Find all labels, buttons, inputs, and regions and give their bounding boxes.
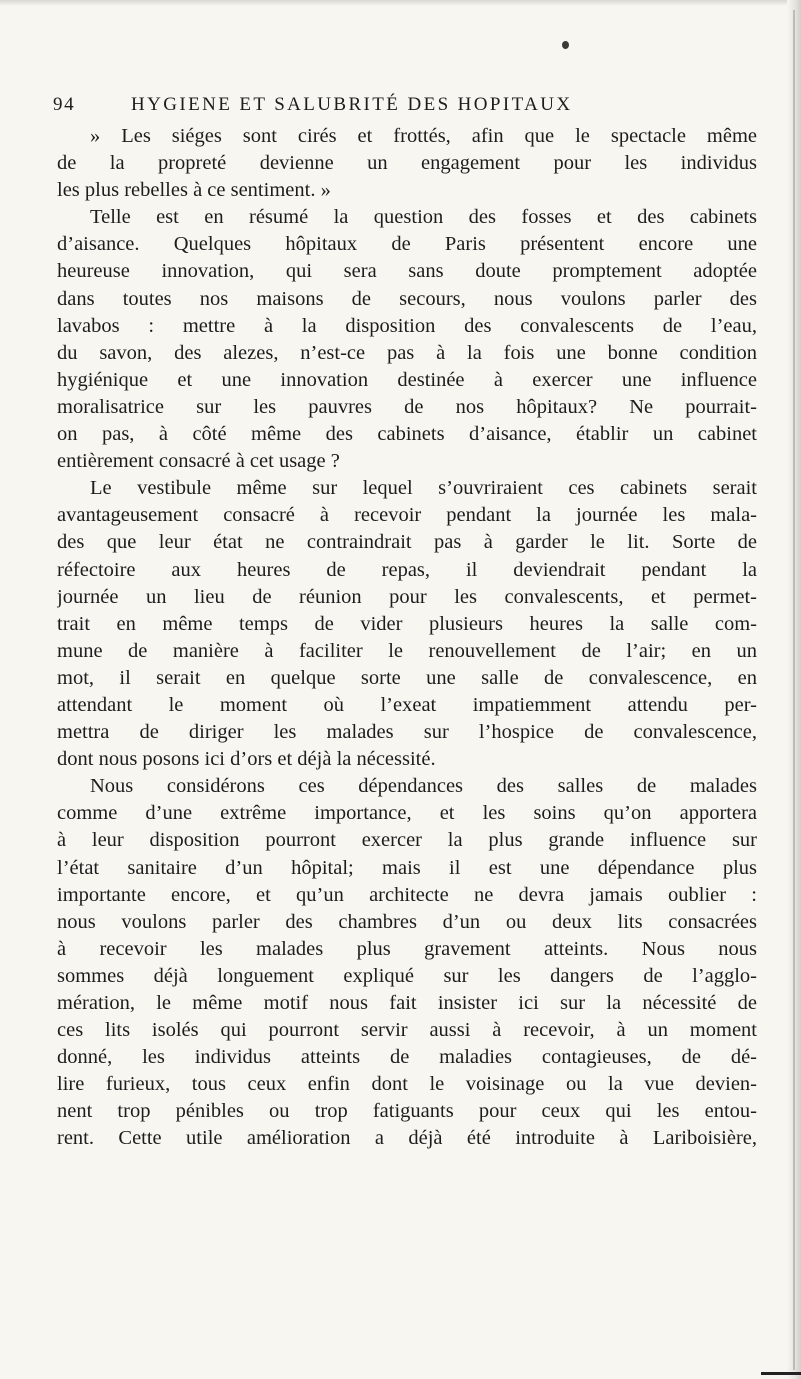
- text-line: dont nous posons ici d’ors et déjà la nécessité.: [57, 748, 436, 771]
- text-line: nous voulons parler des chambres d’un ou deux lits consacrées: [57, 910, 757, 933]
- text-line: heureuse innovation, qui sera sans doute promptement adoptée: [57, 260, 757, 283]
- text-line: du savon, des alezes, n’est-ce pas à la fois une bonne condition: [57, 341, 757, 364]
- page-top-edge: [0, 0, 801, 6]
- text-line: dans toutes nos maisons de secours, nous voulons parler des: [57, 287, 757, 310]
- text-line: mération, le même motif nous fait insister ici sur la nécessité de: [57, 992, 757, 1014]
- text-line: Le vestibule même sur lequel s’ouvriraient ces cabinets serait: [90, 477, 757, 500]
- text-line: avantageusement consacré à recevoir pendant la journée les mala-: [57, 504, 757, 527]
- page-number: 94: [53, 94, 76, 115]
- text-line: nent trop pénibles ou trop fatiguants pour ceux qui les entou-: [57, 1100, 757, 1123]
- ink-spot: [562, 41, 569, 49]
- text-line: entièrement consacré à cet usage ?: [57, 450, 340, 473]
- text-line: l’état sanitaire d’un hôpital; mais il est une dépendance plus: [57, 856, 757, 879]
- body-text: [57, 123, 757, 1153]
- text-line: rent. Cette utile amélioration a déjà été introduite à Lariboisière,: [57, 1127, 757, 1150]
- text-line: lavabos : mettre à la disposition des convalescents de l’eau,: [57, 314, 757, 337]
- text-line: sommes déjà longuement expliqué sur les dangers de l’agglo-: [57, 964, 757, 987]
- text-line: ces lits isolés qui pourront servir aussi à recevoir, à un moment: [57, 1019, 757, 1042]
- running-title: HYGIENE ET SALUBRITÉ DES HOPITAUX: [131, 94, 573, 115]
- text-line: de la propreté devienne un engagement pour les individus: [57, 152, 757, 175]
- text-line: Telle est en résumé la question des fosses et des cabinets: [90, 206, 757, 229]
- text-line: comme d’une extrême importance, et les soins qu’on apportera: [57, 802, 757, 825]
- text-line: à recevoir les malades plus gravement atteints. Nous nous: [57, 937, 757, 960]
- text-line: mettra de diriger les malades sur l’hospice de convalescence,: [57, 721, 757, 744]
- text-line: journée un lieu de réunion pour les convalescents, et permet-: [57, 585, 757, 608]
- text-line: des que leur état ne contraindrait pas à garder le lit. Sorte de: [57, 531, 757, 554]
- text-line: réfectoire aux heures de repas, il deviendrait pendant la: [57, 558, 757, 581]
- text-line: moralisatrice sur les pauvres de nos hôpitaux? Ne pourrait-: [57, 395, 757, 418]
- text-line: mot, il serait en quelque sorte une salle de convalescence, en: [57, 666, 757, 689]
- text-line: Nous considérons ces dépendances des salles de malades: [90, 775, 757, 798]
- text-line: mune de manière à faciliter le renouvellement de l’air; en un: [57, 639, 757, 662]
- text-line: à leur disposition pourront exercer la plus grande influence sur: [57, 829, 757, 852]
- text-line: importante encore, et qu’un architecte ne devra jamais oublier :: [57, 883, 757, 906]
- text-line: » Les siéges sont cirés et frottés, afin que le spectacle même: [90, 125, 757, 147]
- text-line: d’aisance. Quelques hôpitaux de Paris présentent encore une: [57, 233, 757, 256]
- text-line: lire furieux, tous ceux enfin dont le voisinage ou la vue devien-: [57, 1073, 757, 1096]
- text-line: trait en même temps de vider plusieurs heures la salle com-: [57, 612, 757, 635]
- text-line: hygiénique et une innovation destinée à exercer une influence: [57, 368, 757, 391]
- text-line: on pas, à côté même des cabinets d’aisance, établir un cabinet: [57, 423, 757, 446]
- page-edge-rule: [793, 10, 795, 1370]
- text-line: les plus rebelles à ce sentiment. »: [57, 179, 331, 202]
- corner-mark: [761, 1372, 801, 1375]
- text-line: donné, les individus atteints de maladies contagieuses, de dé-: [57, 1046, 757, 1069]
- text-line: attendant le moment où l’exeat impatiemment attendu per-: [57, 693, 757, 716]
